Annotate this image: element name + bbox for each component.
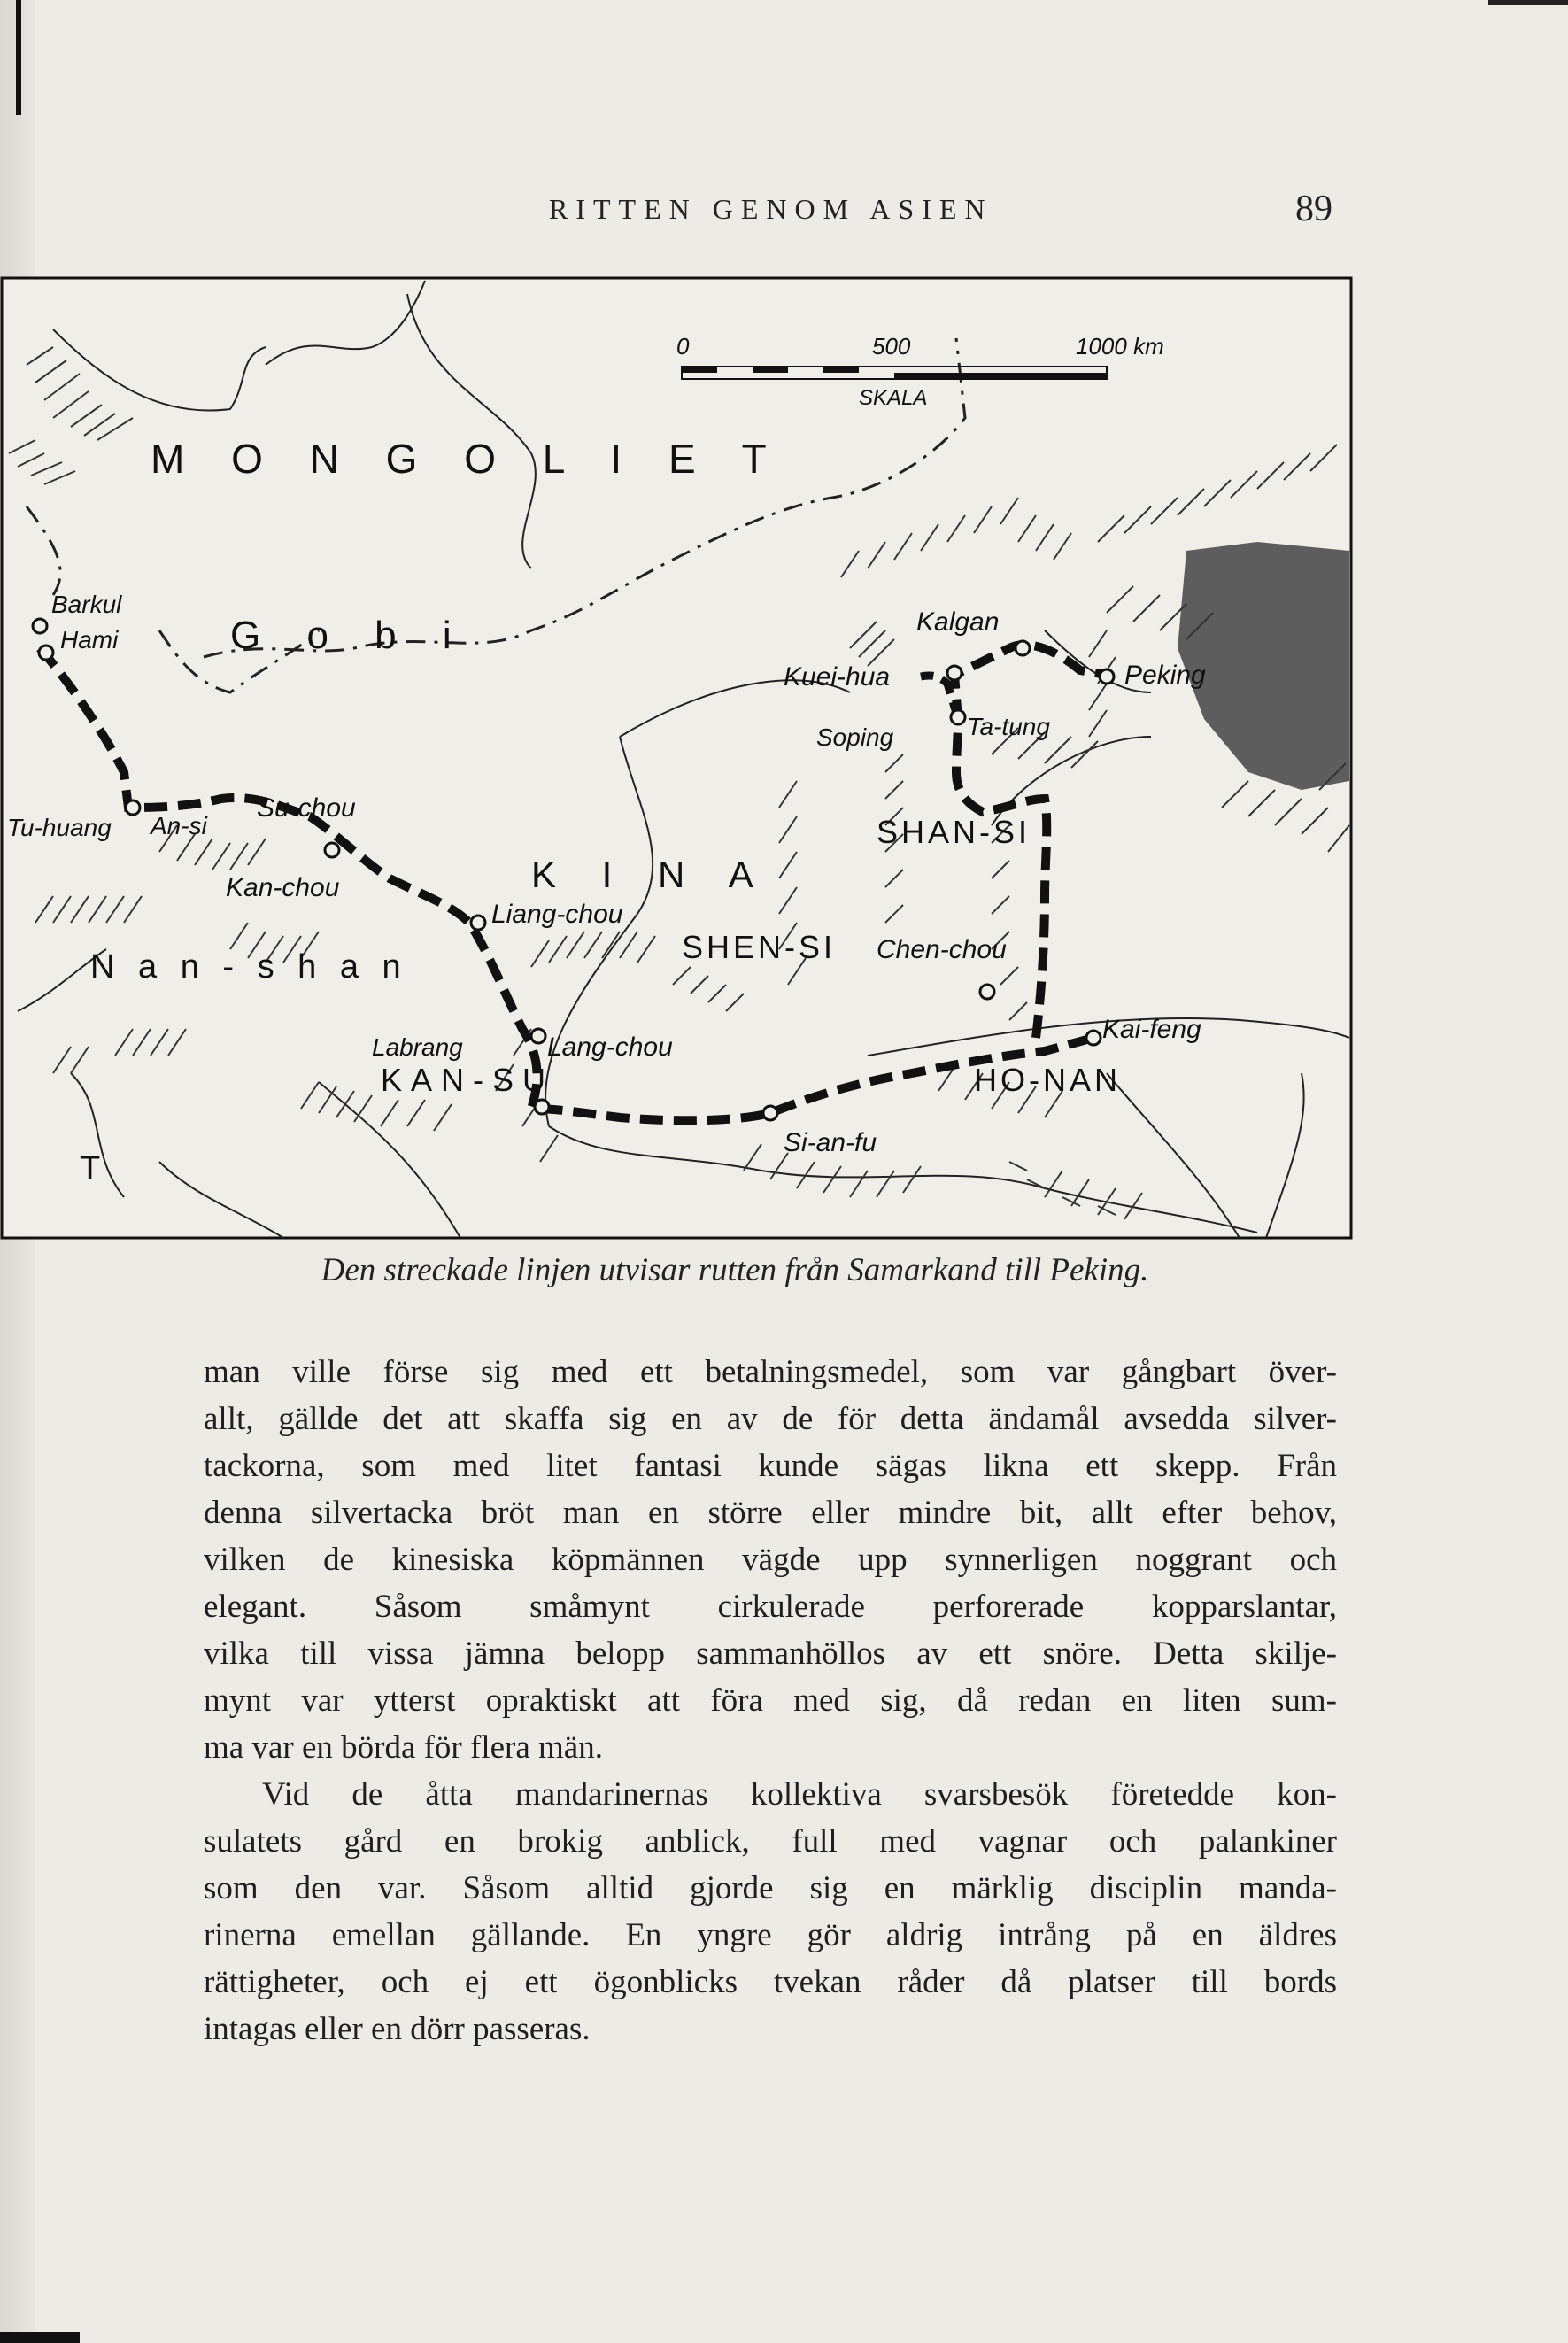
scale-title: SKALA (859, 386, 928, 410)
place-liang-chou: Liang-chou (491, 900, 623, 929)
route-map (0, 276, 1355, 1241)
scale-tick-500: 500 (872, 333, 911, 360)
place-soping: Soping (816, 723, 894, 751)
text-line: intagas eller en dörr passeras. (204, 2011, 591, 2047)
text-line: tackorna, som med litet fantasi kunde sägas likna ett skepp. Från (204, 1448, 1337, 1484)
text-line: elegant. Såsom småmynt cirkulerade perforerade kopparslantar, (204, 1589, 1337, 1625)
region-label-shen-si: SHEN-SI (682, 929, 837, 965)
route-map-svg (0, 276, 1355, 1241)
text-line: ma var en börda för flera män. (204, 1729, 603, 1766)
region-label-nan-shan: N a n - s h a n (90, 948, 408, 986)
scan-mark (16, 0, 21, 115)
figure-caption: Den streckade linjen utvisar rutten från Samarkand till Peking. (321, 1252, 1149, 1288)
place-kan-chou: Kan-chou (226, 873, 340, 902)
region-label-kina: K I N A (531, 854, 771, 895)
place-barkul: Barkul (51, 591, 122, 618)
region-label-shan-si: SHAN-SI (877, 814, 1031, 850)
text-line: rinerna emellan gällande. En yngre gör aldrig intrång på en äldres (204, 1917, 1337, 1953)
paragraph-1 (204, 1349, 1337, 1771)
place-hami: Hami (60, 626, 119, 653)
place-su-chou: Su-chou (257, 793, 356, 823)
running-head: RITTEN GENOM ASIEN (549, 193, 993, 225)
place-tu-huang: Tu-huang (7, 814, 112, 841)
place-kai-feng: Kai-feng (1102, 1015, 1201, 1044)
text-line: mynt var ytterst opraktiskt att föra med sig, då redan en liten sum- (204, 1682, 1337, 1719)
scale-tick-1000: 1000 km (1076, 333, 1164, 360)
place-an-si: An-si (151, 812, 207, 839)
region-label-t: T (80, 1150, 101, 1187)
text-line: som den var. Såsom alltid gjorde sig en märklig disciplin manda- (204, 1870, 1337, 1906)
place-lang-chou: Lang-chou (547, 1032, 673, 1062)
region-label-kan-su: KAN-SU (381, 1062, 555, 1098)
text-line: denna silvertacka bröt man en större eller mindre bit, allt efter behov, (204, 1495, 1337, 1531)
place-peking: Peking (1124, 661, 1206, 690)
place-kalgan: Kalgan (916, 607, 1000, 637)
place-si-an-fu: Si-an-fu (784, 1128, 877, 1157)
text-line: allt, gällde det att skaffa sig en av de för detta ändamål avsedda silver- (204, 1401, 1337, 1437)
text-line: Vid de åtta mandarinernas kollektiva svarsbesök företedde kon- (262, 1776, 1337, 1813)
region-label-gobi: G o b i (230, 614, 469, 657)
place-kuei-hua: Kuei-hua (784, 662, 891, 692)
body-text (204, 1349, 1337, 2053)
paragraph-2 (204, 1771, 1337, 2053)
text-line: sulatets gård en brokig anblick, full med vagnar och palankiner (204, 1823, 1337, 1860)
text-line: rättigheter, och ej ett ögonblicks tvekan råder då platser till bords (204, 1964, 1337, 2000)
place-ta-tung: Ta-tung (967, 713, 1050, 740)
scale-tick-0: 0 (676, 333, 690, 360)
map-frame (2, 278, 1351, 1238)
place-chen-chou: Chen-chou (877, 935, 1007, 964)
page-number: 89 (1295, 189, 1332, 229)
scan-mark (0, 2332, 80, 2343)
region-label-mongoliet: M O N G O L I E T (151, 436, 784, 482)
scan-mark (1488, 0, 1568, 5)
region-label-ho-nan: HO-NAN (974, 1062, 1121, 1098)
text-line: vilken de kinesiska köpmännen vägde upp synnerligen noggrant och (204, 1542, 1337, 1578)
text-line: man ville förse sig med ett betalningsmedel, som var gångbart över- (204, 1354, 1337, 1390)
place-labrang: Labrang (372, 1033, 463, 1061)
text-line: vilka till vissa jämna belopp sammanhöllos av ett snöre. Detta skilje- (204, 1635, 1337, 1672)
